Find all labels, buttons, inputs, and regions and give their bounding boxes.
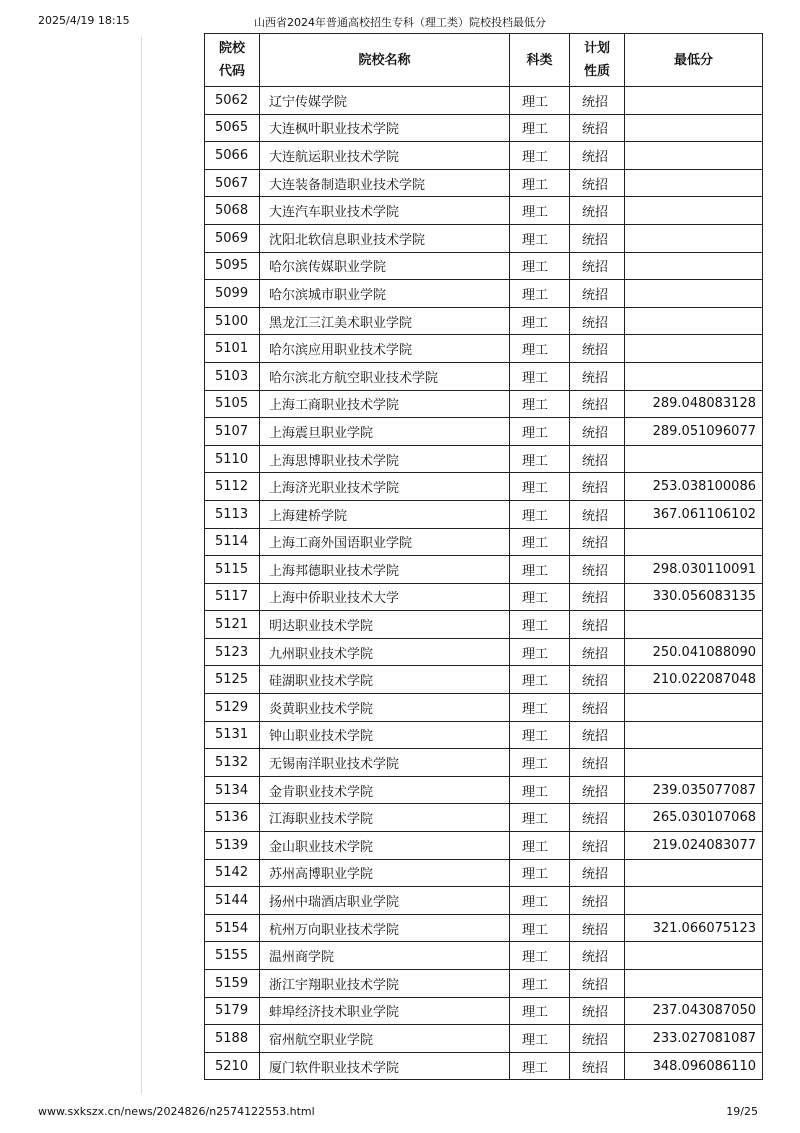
cell-plan: 统招 xyxy=(570,362,625,390)
cell-plan: 统招 xyxy=(570,914,625,942)
cell-plan: 统招 xyxy=(570,390,625,418)
cell-score xyxy=(625,362,763,390)
cell-code: 5066 xyxy=(205,142,260,170)
cell-name: 温州商学院 xyxy=(260,942,510,970)
cell-name: 苏州高博职业学院 xyxy=(260,859,510,887)
cell-plan: 统招 xyxy=(570,114,625,142)
cell-code: 5101 xyxy=(205,335,260,363)
cell-name: 大连枫叶职业技术学院 xyxy=(260,114,510,142)
table-row xyxy=(205,721,763,749)
cell-score: 367.061106102 xyxy=(625,500,763,528)
cell-score xyxy=(625,252,763,280)
table-row xyxy=(205,362,763,390)
cell-plan: 统招 xyxy=(570,197,625,225)
cell-plan: 统招 xyxy=(570,418,625,446)
col-header-plan-line2: 性质 xyxy=(583,64,610,79)
cell-score: 219.024083077 xyxy=(625,832,763,860)
cell-score xyxy=(625,970,763,998)
cell-code: 5095 xyxy=(205,252,260,280)
cell-code: 5105 xyxy=(205,390,260,418)
cell-code: 5123 xyxy=(205,638,260,666)
cell-category: 理工 xyxy=(510,859,570,887)
cell-category: 理工 xyxy=(510,473,570,501)
cell-category: 理工 xyxy=(510,307,570,335)
col-header-category: 科类 xyxy=(510,34,570,87)
cell-name: 明达职业技术学院 xyxy=(260,611,510,639)
cell-name: 江海职业技术学院 xyxy=(260,804,510,832)
cell-category: 理工 xyxy=(510,694,570,722)
cell-name: 宿州航空职业学院 xyxy=(260,1025,510,1053)
cell-plan: 统招 xyxy=(570,169,625,197)
cell-name: 扬州中瑞酒店职业学院 xyxy=(260,887,510,915)
cell-category: 理工 xyxy=(510,666,570,694)
cell-category: 理工 xyxy=(510,583,570,611)
table-row xyxy=(205,666,763,694)
table-row xyxy=(205,1025,763,1053)
cell-score xyxy=(625,142,763,170)
cell-code: 5136 xyxy=(205,804,260,832)
cell-code: 5188 xyxy=(205,1025,260,1053)
cell-score: 289.051096077 xyxy=(625,418,763,446)
table-row xyxy=(205,307,763,335)
cell-category: 理工 xyxy=(510,335,570,363)
cell-category: 理工 xyxy=(510,997,570,1025)
cell-code: 5134 xyxy=(205,776,260,804)
table-row xyxy=(205,500,763,528)
table-row xyxy=(205,914,763,942)
cell-name: 黑龙江三江美术职业学院 xyxy=(260,307,510,335)
table-row xyxy=(205,1052,763,1080)
table-row xyxy=(205,445,763,473)
table-row xyxy=(205,252,763,280)
cell-category: 理工 xyxy=(510,887,570,915)
cell-category: 理工 xyxy=(510,942,570,970)
cell-plan: 统招 xyxy=(570,224,625,252)
table-row xyxy=(205,887,763,915)
cell-score: 321.066075123 xyxy=(625,914,763,942)
cell-plan: 统招 xyxy=(570,142,625,170)
cell-name: 上海中侨职业技术大学 xyxy=(260,583,510,611)
table-row xyxy=(205,942,763,970)
cell-score xyxy=(625,942,763,970)
cell-score xyxy=(625,611,763,639)
cell-category: 理工 xyxy=(510,776,570,804)
cell-code: 5110 xyxy=(205,445,260,473)
cell-plan: 统招 xyxy=(570,611,625,639)
cell-score xyxy=(625,694,763,722)
cell-code: 5159 xyxy=(205,970,260,998)
cell-score xyxy=(625,887,763,915)
cell-plan: 统招 xyxy=(570,970,625,998)
cell-score: 298.030110091 xyxy=(625,556,763,584)
cell-name: 哈尔滨北方航空职业技术学院 xyxy=(260,362,510,390)
cell-category: 理工 xyxy=(510,197,570,225)
cell-category: 理工 xyxy=(510,280,570,308)
cell-score xyxy=(625,859,763,887)
page-title: 山西省2024年普通高校招生专科（理工类）院校投档最低分 xyxy=(254,16,546,29)
cell-category: 理工 xyxy=(510,87,570,115)
table-row xyxy=(205,749,763,777)
cell-plan: 统招 xyxy=(570,280,625,308)
cell-name: 上海工商职业技术学院 xyxy=(260,390,510,418)
cell-category: 理工 xyxy=(510,721,570,749)
cell-name: 厦门软件职业技术学院 xyxy=(260,1052,510,1080)
cell-plan: 统招 xyxy=(570,749,625,777)
cell-score: 330.056083135 xyxy=(625,583,763,611)
admission-score-table xyxy=(204,33,763,1080)
cell-score: 253.038100086 xyxy=(625,473,763,501)
table-row xyxy=(205,87,763,115)
cell-score xyxy=(625,224,763,252)
col-header-code-line2: 代码 xyxy=(218,64,245,79)
cell-name: 辽宁传媒学院 xyxy=(260,87,510,115)
table-row xyxy=(205,280,763,308)
cell-category: 理工 xyxy=(510,611,570,639)
cell-category: 理工 xyxy=(510,749,570,777)
cell-plan: 统招 xyxy=(570,583,625,611)
cell-code: 5068 xyxy=(205,197,260,225)
cell-plan: 统招 xyxy=(570,87,625,115)
table-row xyxy=(205,169,763,197)
cell-name: 上海邦德职业技术学院 xyxy=(260,556,510,584)
cell-category: 理工 xyxy=(510,1052,570,1080)
cell-plan: 统招 xyxy=(570,1025,625,1053)
cell-code: 5144 xyxy=(205,887,260,915)
table-row xyxy=(205,859,763,887)
table-row xyxy=(205,528,763,556)
cell-code: 5155 xyxy=(205,942,260,970)
cell-name: 大连航运职业技术学院 xyxy=(260,142,510,170)
table-header-row xyxy=(205,34,763,87)
table-row xyxy=(205,970,763,998)
cell-name: 钟山职业技术学院 xyxy=(260,721,510,749)
table-row xyxy=(205,390,763,418)
cell-code: 5062 xyxy=(205,87,260,115)
cell-score xyxy=(625,114,763,142)
cell-score xyxy=(625,197,763,225)
col-header-code xyxy=(205,34,260,87)
cell-score: 233.027081087 xyxy=(625,1025,763,1053)
cell-name: 上海思博职业技术学院 xyxy=(260,445,510,473)
cell-code: 5210 xyxy=(205,1052,260,1080)
footer-url: www.sxkszx.cn/news/2024826/n2574122553.html xyxy=(38,1105,315,1118)
cell-score: 250.041088090 xyxy=(625,638,763,666)
table-row xyxy=(205,142,763,170)
col-header-code-line1: 院校 xyxy=(218,41,245,56)
cell-plan: 统招 xyxy=(570,804,625,832)
cell-score xyxy=(625,87,763,115)
table-row xyxy=(205,611,763,639)
cell-code: 5112 xyxy=(205,473,260,501)
table-row xyxy=(205,335,763,363)
cell-plan: 统招 xyxy=(570,776,625,804)
col-header-score: 最低分 xyxy=(625,34,763,87)
cell-category: 理工 xyxy=(510,114,570,142)
cell-score xyxy=(625,445,763,473)
table-row xyxy=(205,776,763,804)
cell-category: 理工 xyxy=(510,832,570,860)
table-row xyxy=(205,804,763,832)
cell-plan: 统招 xyxy=(570,997,625,1025)
cell-name: 大连汽车职业技术学院 xyxy=(260,197,510,225)
table-row xyxy=(205,114,763,142)
cell-category: 理工 xyxy=(510,418,570,446)
cell-category: 理工 xyxy=(510,556,570,584)
cell-name: 炎黄职业技术学院 xyxy=(260,694,510,722)
cell-name: 上海震旦职业学院 xyxy=(260,418,510,446)
cell-category: 理工 xyxy=(510,528,570,556)
cell-category: 理工 xyxy=(510,252,570,280)
cell-plan: 统招 xyxy=(570,721,625,749)
cell-score xyxy=(625,307,763,335)
cell-code: 5142 xyxy=(205,859,260,887)
cell-score xyxy=(625,749,763,777)
cell-category: 理工 xyxy=(510,445,570,473)
cell-code: 5154 xyxy=(205,914,260,942)
cell-plan: 统招 xyxy=(570,859,625,887)
cell-code: 5129 xyxy=(205,694,260,722)
cell-score xyxy=(625,721,763,749)
cell-code: 5132 xyxy=(205,749,260,777)
cell-score: 348.096086110 xyxy=(625,1052,763,1080)
cell-name: 蚌埠经济技术职业学院 xyxy=(260,997,510,1025)
cell-name: 上海工商外国语职业学院 xyxy=(260,528,510,556)
cell-code: 5065 xyxy=(205,114,260,142)
cell-plan: 统招 xyxy=(570,887,625,915)
cell-category: 理工 xyxy=(510,804,570,832)
cell-plan: 统招 xyxy=(570,445,625,473)
cell-plan: 统招 xyxy=(570,252,625,280)
cell-code: 5100 xyxy=(205,307,260,335)
cell-score: 265.030107068 xyxy=(625,804,763,832)
cell-score xyxy=(625,169,763,197)
cell-category: 理工 xyxy=(510,970,570,998)
cell-score xyxy=(625,528,763,556)
cell-category: 理工 xyxy=(510,500,570,528)
cell-plan: 统招 xyxy=(570,335,625,363)
cell-name: 金山职业技术学院 xyxy=(260,832,510,860)
col-header-plan-line1: 计划 xyxy=(583,41,610,56)
page-number: 19/25 xyxy=(726,1105,758,1118)
cell-score xyxy=(625,280,763,308)
cell-score: 237.043087050 xyxy=(625,997,763,1025)
cell-category: 理工 xyxy=(510,914,570,942)
cell-name: 上海济光职业技术学院 xyxy=(260,473,510,501)
table-row xyxy=(205,832,763,860)
cell-plan: 统招 xyxy=(570,500,625,528)
cell-name: 哈尔滨城市职业学院 xyxy=(260,280,510,308)
cell-category: 理工 xyxy=(510,362,570,390)
cell-category: 理工 xyxy=(510,390,570,418)
cell-name: 九州职业技术学院 xyxy=(260,638,510,666)
margin-divider xyxy=(141,36,142,1094)
cell-code: 5103 xyxy=(205,362,260,390)
table-row xyxy=(205,556,763,584)
cell-name: 杭州万向职业技术学院 xyxy=(260,914,510,942)
cell-plan: 统招 xyxy=(570,1052,625,1080)
cell-name: 浙江宇翔职业技术学院 xyxy=(260,970,510,998)
print-datetime: 2025/4/19 18:15 xyxy=(38,14,130,27)
cell-name: 沈阳北软信息职业技术学院 xyxy=(260,224,510,252)
cell-code: 5115 xyxy=(205,556,260,584)
cell-code: 5114 xyxy=(205,528,260,556)
cell-code: 5121 xyxy=(205,611,260,639)
cell-code: 5067 xyxy=(205,169,260,197)
table-row xyxy=(205,197,763,225)
cell-score: 210.022087048 xyxy=(625,666,763,694)
cell-name: 上海建桥学院 xyxy=(260,500,510,528)
cell-name: 金肯职业技术学院 xyxy=(260,776,510,804)
cell-code: 5099 xyxy=(205,280,260,308)
cell-plan: 统招 xyxy=(570,556,625,584)
cell-plan: 统招 xyxy=(570,666,625,694)
cell-plan: 统招 xyxy=(570,832,625,860)
cell-code: 5131 xyxy=(205,721,260,749)
table-row xyxy=(205,694,763,722)
table-row xyxy=(205,638,763,666)
cell-code: 5179 xyxy=(205,997,260,1025)
cell-category: 理工 xyxy=(510,638,570,666)
cell-code: 5107 xyxy=(205,418,260,446)
cell-score: 289.048083128 xyxy=(625,390,763,418)
cell-code: 5117 xyxy=(205,583,260,611)
cell-plan: 统招 xyxy=(570,473,625,501)
table-row xyxy=(205,997,763,1025)
cell-score xyxy=(625,335,763,363)
table-row xyxy=(205,418,763,446)
table-row xyxy=(205,224,763,252)
cell-plan: 统招 xyxy=(570,694,625,722)
cell-name: 硅湖职业技术学院 xyxy=(260,666,510,694)
col-header-plan xyxy=(570,34,625,87)
cell-category: 理工 xyxy=(510,224,570,252)
cell-name: 哈尔滨传媒职业学院 xyxy=(260,252,510,280)
table-row xyxy=(205,583,763,611)
table-row xyxy=(205,473,763,501)
cell-plan: 统招 xyxy=(570,307,625,335)
cell-name: 大连装备制造职业技术学院 xyxy=(260,169,510,197)
cell-plan: 统招 xyxy=(570,942,625,970)
cell-category: 理工 xyxy=(510,169,570,197)
cell-plan: 统招 xyxy=(570,528,625,556)
cell-name: 哈尔滨应用职业技术学院 xyxy=(260,335,510,363)
col-header-name: 院校名称 xyxy=(260,34,510,87)
cell-category: 理工 xyxy=(510,1025,570,1053)
cell-category: 理工 xyxy=(510,142,570,170)
cell-code: 5113 xyxy=(205,500,260,528)
cell-name: 无锡南洋职业技术学院 xyxy=(260,749,510,777)
cell-code: 5069 xyxy=(205,224,260,252)
cell-code: 5139 xyxy=(205,832,260,860)
cell-code: 5125 xyxy=(205,666,260,694)
cell-plan: 统招 xyxy=(570,638,625,666)
cell-score: 239.035077087 xyxy=(625,776,763,804)
